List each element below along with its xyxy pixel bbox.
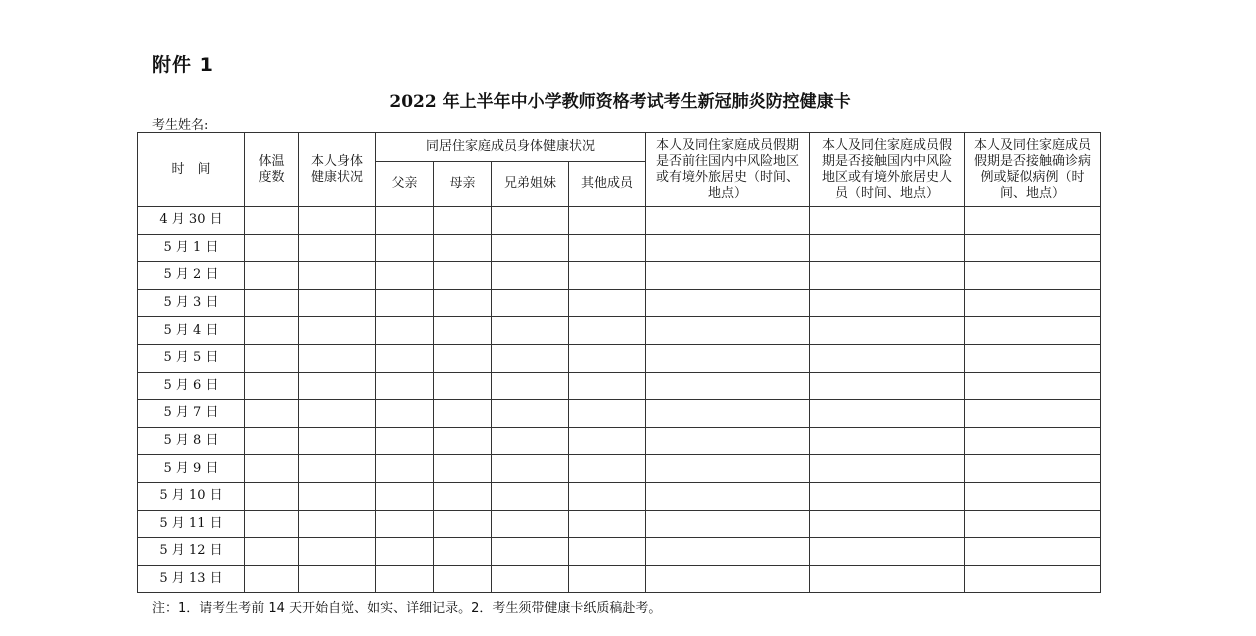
contact-cases-cell[interactable] [965, 207, 1101, 235]
self-health-cell[interactable] [299, 400, 376, 428]
father-cell[interactable] [376, 207, 434, 235]
self-health-cell[interactable] [299, 207, 376, 235]
other-members-cell[interactable] [569, 344, 646, 372]
mother-cell[interactable] [434, 427, 492, 455]
date-cell: 5 月 10 日 [138, 482, 245, 510]
header-contact-cases: 本人及同住家庭成员假期是否接触确诊病例或疑似病例（时间、地点） [965, 133, 1101, 207]
examinee-name-label: 考生姓名: [152, 118, 209, 133]
table-row [138, 344, 1101, 372]
table-body [138, 207, 1101, 593]
siblings-cell[interactable] [492, 317, 569, 345]
date-cell: 5 月 9 日 [138, 455, 245, 483]
date-cell: 5 月 4 日 [138, 317, 245, 345]
footnote: 注：1．请考生考前 14 天开始自觉、如实、详细记录。2．考生须带健康卡纸质稿赴考。 [152, 601, 662, 616]
travel-risk-cell[interactable] [646, 427, 810, 455]
date-cell: 5 月 11 日 [138, 510, 245, 538]
travel-risk-cell[interactable] [646, 234, 810, 262]
travel-risk-cell[interactable] [646, 538, 810, 566]
contact-risk-cell[interactable] [810, 317, 965, 345]
header-travel-risk: 本人及同住家庭成员假期是否前往国内中风险地区或有境外旅居史（时间、地点） [646, 133, 810, 207]
self-health-cell[interactable] [299, 565, 376, 593]
self-health-cell[interactable] [299, 289, 376, 317]
table-row [138, 372, 1101, 400]
contact-risk-cell[interactable] [810, 427, 965, 455]
date-cell: 5 月 2 日 [138, 262, 245, 290]
contact-risk-cell[interactable] [810, 234, 965, 262]
header-contact-risk: 本人及同住家庭成员假期是否接触国内中风险地区或有境外旅居史人员（时间、地点） [810, 133, 965, 207]
contact-risk-cell[interactable] [810, 510, 965, 538]
temperature-cell[interactable] [245, 565, 299, 593]
travel-risk-cell[interactable] [646, 317, 810, 345]
father-cell[interactable] [376, 234, 434, 262]
self-health-cell[interactable] [299, 538, 376, 566]
travel-risk-cell[interactable] [646, 289, 810, 317]
mother-cell[interactable] [434, 538, 492, 566]
siblings-cell[interactable] [492, 427, 569, 455]
document-title [0, 87, 1256, 112]
father-cell[interactable] [376, 372, 434, 400]
contact-risk-cell[interactable] [810, 482, 965, 510]
other-members-cell[interactable] [569, 317, 646, 345]
travel-risk-cell[interactable] [646, 400, 810, 428]
table-row [138, 317, 1101, 345]
self-health-cell[interactable] [299, 344, 376, 372]
contact-risk-cell[interactable] [810, 289, 965, 317]
travel-risk-cell[interactable] [646, 344, 810, 372]
father-cell[interactable] [376, 538, 434, 566]
contact-cases-cell[interactable] [965, 344, 1101, 372]
other-members-cell[interactable] [569, 565, 646, 593]
temperature-cell[interactable] [245, 289, 299, 317]
contact-cases-cell[interactable] [965, 289, 1101, 317]
header-time: 时 间 [138, 133, 245, 207]
mother-cell[interactable] [434, 400, 492, 428]
contact-cases-cell[interactable] [965, 317, 1101, 345]
father-cell[interactable] [376, 427, 434, 455]
self-health-cell[interactable] [299, 262, 376, 290]
travel-risk-cell[interactable] [646, 482, 810, 510]
other-members-cell[interactable] [569, 455, 646, 483]
siblings-cell[interactable] [492, 289, 569, 317]
father-cell[interactable] [376, 289, 434, 317]
contact-cases-cell[interactable] [965, 234, 1101, 262]
date-cell: 5 月 12 日 [138, 538, 245, 566]
header-siblings: 兄弟姐妹 [492, 162, 569, 207]
other-members-cell[interactable] [569, 289, 646, 317]
contact-risk-cell[interactable] [810, 565, 965, 593]
father-cell[interactable] [376, 317, 434, 345]
attachment-label: 附件 1 [152, 54, 214, 76]
contact-cases-cell[interactable] [965, 427, 1101, 455]
self-health-cell[interactable] [299, 455, 376, 483]
contact-cases-cell[interactable] [965, 510, 1101, 538]
mother-cell[interactable] [434, 289, 492, 317]
date-cell: 5 月 7 日 [138, 400, 245, 428]
mother-cell[interactable] [434, 510, 492, 538]
table-row [138, 565, 1101, 593]
mother-cell[interactable] [434, 372, 492, 400]
date-cell: 5 月 3 日 [138, 289, 245, 317]
siblings-cell[interactable] [492, 400, 569, 428]
other-members-cell[interactable] [569, 510, 646, 538]
header-father: 父亲 [376, 162, 434, 207]
other-members-cell[interactable] [569, 234, 646, 262]
contact-cases-cell[interactable] [965, 262, 1101, 290]
travel-risk-cell[interactable] [646, 262, 810, 290]
table-row [138, 427, 1101, 455]
table-row [138, 400, 1101, 428]
mother-cell[interactable] [434, 262, 492, 290]
temperature-cell[interactable] [245, 455, 299, 483]
other-members-cell[interactable] [569, 262, 646, 290]
siblings-cell[interactable] [492, 565, 569, 593]
mother-cell[interactable] [434, 317, 492, 345]
father-cell[interactable] [376, 262, 434, 290]
temperature-cell[interactable] [245, 317, 299, 345]
travel-risk-cell[interactable] [646, 565, 810, 593]
other-members-cell[interactable] [569, 207, 646, 235]
temperature-cell[interactable] [245, 234, 299, 262]
contact-cases-cell[interactable] [965, 565, 1101, 593]
mother-cell[interactable] [434, 344, 492, 372]
temperature-cell[interactable] [245, 427, 299, 455]
travel-risk-cell[interactable] [646, 510, 810, 538]
header-other-members: 其他成员 [569, 162, 646, 207]
mother-cell[interactable] [434, 207, 492, 235]
temperature-cell[interactable] [245, 510, 299, 538]
mother-cell[interactable] [434, 455, 492, 483]
contact-risk-cell[interactable] [810, 207, 965, 235]
self-health-cell[interactable] [299, 510, 376, 538]
self-health-cell[interactable] [299, 482, 376, 510]
father-cell[interactable] [376, 400, 434, 428]
table-row [138, 289, 1101, 317]
father-cell[interactable] [376, 482, 434, 510]
mother-cell[interactable] [434, 482, 492, 510]
self-health-cell[interactable] [299, 234, 376, 262]
travel-risk-cell[interactable] [646, 372, 810, 400]
siblings-cell[interactable] [492, 207, 569, 235]
table-row [138, 455, 1101, 483]
father-cell[interactable] [376, 344, 434, 372]
self-health-cell[interactable] [299, 427, 376, 455]
contact-cases-cell[interactable] [965, 482, 1101, 510]
contact-risk-cell[interactable] [810, 538, 965, 566]
header-mother: 母亲 [434, 162, 492, 207]
father-cell[interactable] [376, 565, 434, 593]
other-members-cell[interactable] [569, 427, 646, 455]
siblings-cell[interactable] [492, 234, 569, 262]
travel-risk-cell[interactable] [646, 207, 810, 235]
siblings-cell[interactable] [492, 482, 569, 510]
date-cell: 5 月 6 日 [138, 372, 245, 400]
contact-cases-cell[interactable] [965, 372, 1101, 400]
contact-cases-cell[interactable] [965, 455, 1101, 483]
contact-risk-cell[interactable] [810, 372, 965, 400]
date-cell: 5 月 5 日 [138, 344, 245, 372]
header-family-health: 同居住家庭成员身体健康状况 [376, 133, 646, 162]
date-cell: 5 月 8 日 [138, 427, 245, 455]
date-cell: 5 月 1 日 [138, 234, 245, 262]
document-title-text: 2022 年上半年中小学教师资格考试考生新冠肺炎防控健康卡 [389, 92, 851, 112]
father-cell[interactable] [376, 455, 434, 483]
siblings-cell[interactable] [492, 538, 569, 566]
temperature-cell[interactable] [245, 400, 299, 428]
contact-cases-cell[interactable] [965, 538, 1101, 566]
temperature-cell[interactable] [245, 538, 299, 566]
header-self-health: 本人身体 健康状况 [299, 133, 376, 207]
travel-risk-cell[interactable] [646, 455, 810, 483]
temperature-cell[interactable] [245, 344, 299, 372]
contact-risk-cell[interactable] [810, 400, 965, 428]
other-members-cell[interactable] [569, 372, 646, 400]
siblings-cell[interactable] [492, 372, 569, 400]
table-row [138, 207, 1101, 235]
health-card-table [137, 132, 1101, 593]
table-row [138, 538, 1101, 566]
date-cell: 5 月 13 日 [138, 565, 245, 593]
table-row [138, 482, 1101, 510]
contact-cases-cell[interactable] [965, 400, 1101, 428]
other-members-cell[interactable] [569, 400, 646, 428]
self-health-cell[interactable] [299, 317, 376, 345]
table-row [138, 510, 1101, 538]
mother-cell[interactable] [434, 234, 492, 262]
temperature-cell[interactable] [245, 262, 299, 290]
temperature-cell[interactable] [245, 482, 299, 510]
header-temperature: 体温 度数 [245, 133, 299, 207]
temperature-cell[interactable] [245, 372, 299, 400]
siblings-cell[interactable] [492, 455, 569, 483]
date-cell: 4 月 30 日 [138, 207, 245, 235]
table-row [138, 234, 1101, 262]
father-cell[interactable] [376, 510, 434, 538]
contact-risk-cell[interactable] [810, 344, 965, 372]
siblings-cell[interactable] [492, 344, 569, 372]
table-row [138, 262, 1101, 290]
self-health-cell[interactable] [299, 372, 376, 400]
temperature-cell[interactable] [245, 207, 299, 235]
other-members-cell[interactable] [569, 538, 646, 566]
mother-cell[interactable] [434, 565, 492, 593]
siblings-cell[interactable] [492, 510, 569, 538]
contact-risk-cell[interactable] [810, 455, 965, 483]
contact-risk-cell[interactable] [810, 262, 965, 290]
other-members-cell[interactable] [569, 482, 646, 510]
siblings-cell[interactable] [492, 262, 569, 290]
